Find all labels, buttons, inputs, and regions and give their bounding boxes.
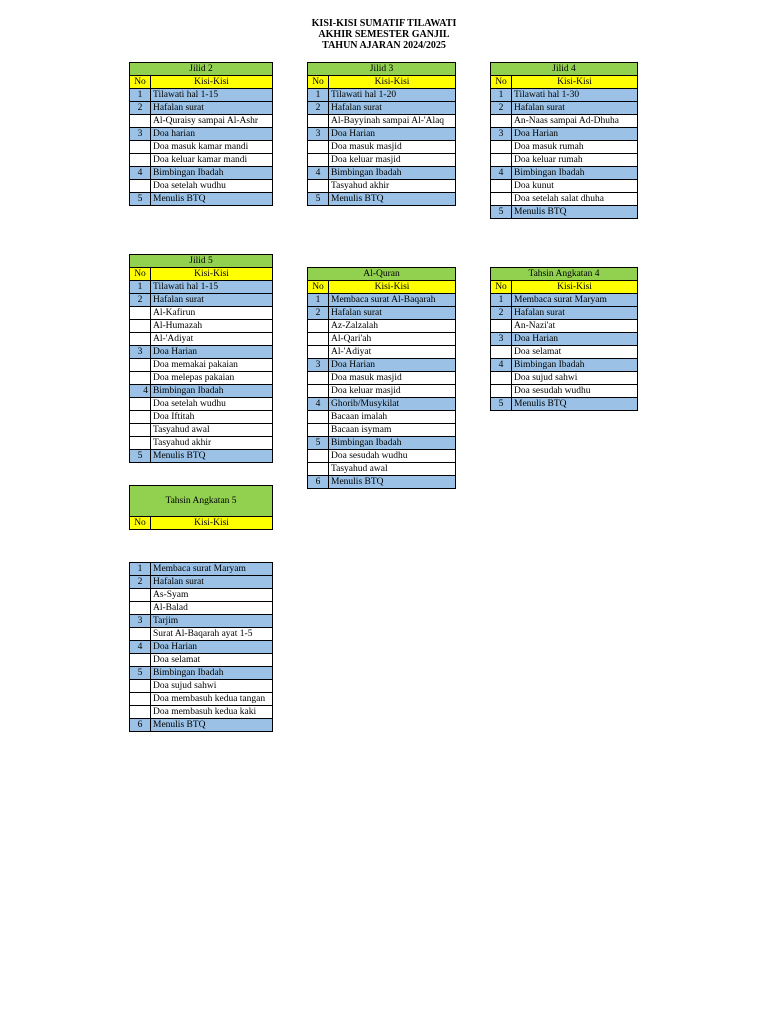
row-number: 5 [491,398,512,411]
title-line-2: AKHIR SEMESTER GANJIL [318,29,450,40]
row-text: Membaca surat Al-Baqarah [329,294,456,307]
row-text: Menulis BTQ [151,193,273,206]
item-row [130,320,273,333]
row-number: 6 [130,719,151,732]
row-number [491,115,512,128]
row-text: Tasyahud akhir [329,180,456,193]
row-text: Doa selamat [512,346,638,359]
row-text: Doa masuk kamar mandi [151,141,273,154]
row-text: Doa sujud sahwi [512,372,638,385]
row-number: 3 [491,333,512,346]
item-row [308,411,456,424]
item-row [491,115,638,128]
row-text: Doa setelah wudhu [151,180,273,193]
category-row [308,167,456,180]
row-text: Doa memakai pakaian [151,359,273,372]
item-row [491,320,638,333]
row-number: 4 [130,641,151,654]
row-number [308,411,329,424]
row-text: Ghorib/Musykilat [329,398,456,411]
row-text: Hafalan surat [512,307,638,320]
header-no: No [308,76,329,89]
item-row [130,359,273,372]
category-row [130,563,273,576]
row-text: Doa masuk rumah [512,141,638,154]
title-line-1: KISI-KISI SUMATIF TILAWATI [311,18,457,29]
table-title: Al-Quran [308,268,456,281]
row-text: Hafalan surat [151,294,273,307]
row-text: Hafalan surat [329,307,456,320]
row-text: Al-Humazah [151,320,273,333]
row-number [130,154,151,167]
table-title: Tahsin Angkatan 5 [130,486,273,517]
row-number [130,437,151,450]
row-text: Doa membasuh kedua kaki [151,706,273,719]
category-row [130,719,273,732]
row-text: Doa keluar masjid [329,154,456,167]
item-row [130,628,273,641]
row-text: Tilawati hal 1-20 [329,89,456,102]
row-number [308,346,329,359]
item-row [130,411,273,424]
row-text: Doa setelah salat dhuha [512,193,638,206]
row-number: 5 [130,667,151,680]
row-number: 1 [130,89,151,102]
row-text: An-Nazi'at [512,320,638,333]
row-text: Bimbingan Ibadah [512,167,638,180]
row-text: Doa sujud sahwi [151,680,273,693]
category-row [491,294,638,307]
row-text: Tilawati hal 1-15 [151,89,273,102]
row-number: 1 [491,89,512,102]
table-title: Jilid 3 [308,63,456,76]
item-row [130,680,273,693]
header-kisi: Kisi-Kisi [512,281,638,294]
category-row [130,281,273,294]
row-text: Doa melepas pakaian [151,372,273,385]
row-number [130,141,151,154]
row-text: Bacaan isymam [329,424,456,437]
row-number: 3 [308,359,329,372]
item-row [491,385,638,398]
header-no: No [130,517,151,530]
category-row [491,307,638,320]
row-number [130,411,151,424]
category-row [130,102,273,115]
table-jilid5 [129,254,273,463]
row-number: 4 [491,359,512,372]
row-number: 4 [308,398,329,411]
row-text: Doa selamat [151,654,273,667]
row-number: 3 [130,346,151,359]
row-number: 4 [491,167,512,180]
row-number: 1 [130,563,151,576]
item-row [491,180,638,193]
row-text: Menulis BTQ [512,398,638,411]
row-text: Bimbingan Ibadah [151,385,273,398]
item-row [491,141,638,154]
row-text: As-Syam [151,589,273,602]
row-number [308,385,329,398]
header-no: No [130,268,151,281]
row-text: Az-Zalzalah [329,320,456,333]
row-number: 2 [130,576,151,589]
row-number: 4 [130,385,151,398]
category-row [308,398,456,411]
category-row [130,615,273,628]
row-text: Tasyahud awal [329,463,456,476]
category-row [491,206,638,219]
row-text: Surat Al-Baqarah ayat 1-5 [151,628,273,641]
item-row [308,141,456,154]
category-row [130,576,273,589]
row-text: Doa sesudah wudhu [329,450,456,463]
category-row [308,89,456,102]
item-row [130,693,273,706]
item-row [308,180,456,193]
header-kisi: Kisi-Kisi [329,281,456,294]
header-kisi: Kisi-Kisi [151,517,273,530]
row-number [491,346,512,359]
category-row [308,128,456,141]
row-number [491,372,512,385]
category-row [491,102,638,115]
row-text: Menulis BTQ [329,476,456,489]
row-number: 2 [491,307,512,320]
row-text: Doa Harian [329,128,456,141]
row-number: 1 [491,294,512,307]
category-row [130,667,273,680]
row-number: 2 [491,102,512,115]
row-number: 1 [308,89,329,102]
row-number: 3 [130,615,151,628]
category-row [308,359,456,372]
row-number: 1 [308,294,329,307]
item-row [130,654,273,667]
row-number [130,320,151,333]
row-text: Hafalan surat [512,102,638,115]
header-no: No [491,281,512,294]
row-text: Doa Harian [512,128,638,141]
table-title: Jilid 5 [130,255,273,268]
row-number [130,115,151,128]
row-number [308,115,329,128]
row-number [130,654,151,667]
row-text: Hafalan surat [329,102,456,115]
table-alquran [307,267,456,489]
item-row [130,372,273,385]
row-text: Doa Harian [512,333,638,346]
header-kisi: Kisi-Kisi [329,76,456,89]
row-number: 3 [491,128,512,141]
item-row [130,706,273,719]
item-row [308,385,456,398]
item-row [491,193,638,206]
row-number [308,141,329,154]
row-number: 2 [130,294,151,307]
row-text: Membaca surat Maryam [151,563,273,576]
row-number [130,680,151,693]
row-text: Doa Iftitah [151,411,273,424]
category-row [130,193,273,206]
row-number [130,180,151,193]
row-text: Bimbingan Ibadah [512,359,638,372]
row-text: Doa keluar masjid [329,385,456,398]
item-row [130,180,273,193]
item-row [491,372,638,385]
header-kisi: Kisi-Kisi [151,268,273,281]
item-row [308,320,456,333]
row-text: Tasyahud awal [151,424,273,437]
row-text: Tasyahud akhir [151,437,273,450]
row-text: Menulis BTQ [151,719,273,732]
row-number [130,372,151,385]
row-text: Bimbingan Ibadah [329,167,456,180]
row-text: Doa setelah wudhu [151,398,273,411]
row-number [130,602,151,615]
category-row [491,398,638,411]
category-row [491,359,638,372]
row-text: Bacaan imalah [329,411,456,424]
row-number: 4 [130,167,151,180]
table-tahsin4 [490,267,638,411]
row-number [130,706,151,719]
item-row [130,424,273,437]
row-number: 5 [130,450,151,463]
row-number [308,450,329,463]
row-text: Doa Harian [329,359,456,372]
row-text: An-Naas sampai Ad-Dhuha [512,115,638,128]
row-text: Al-Bayyinah sampai Al-'Alaq [329,115,456,128]
category-row [130,128,273,141]
row-text: Bimbingan Ibadah [329,437,456,450]
row-number [130,424,151,437]
row-number [308,154,329,167]
table-jilid2 [129,62,273,206]
row-text: Bimbingan Ibadah [151,167,273,180]
table-jilid4 [490,62,638,219]
row-number [130,693,151,706]
row-text: Menulis BTQ [151,450,273,463]
row-text: Membaca surat Maryam [512,294,638,307]
row-text: Al-Quraisy sampai Al-Ashr [151,115,273,128]
row-text: Doa masuk masjid [329,141,456,154]
row-text: Doa Harian [151,641,273,654]
item-row [130,398,273,411]
row-text: Doa sesudah wudhu [512,385,638,398]
category-row [130,294,273,307]
row-text: Doa membasuh kedua tangan [151,693,273,706]
row-number [308,463,329,476]
row-text: Al-'Adiyat [329,346,456,359]
item-row [130,307,273,320]
row-number [491,180,512,193]
row-text: Doa Harian [151,346,273,359]
row-number: 4 [308,167,329,180]
item-row [308,450,456,463]
item-row [308,463,456,476]
category-row [130,385,273,398]
category-row [491,128,638,141]
category-row [308,307,456,320]
row-text: Menulis BTQ [329,193,456,206]
row-number: 5 [491,206,512,219]
row-text: Al-Balad [151,602,273,615]
row-number [130,307,151,320]
row-number [130,333,151,346]
table-title: Jilid 4 [491,63,638,76]
row-number [130,398,151,411]
item-row [308,372,456,385]
item-row [491,346,638,359]
item-row [308,115,456,128]
row-number: 3 [130,128,151,141]
row-number [308,424,329,437]
category-row [308,294,456,307]
category-row [491,89,638,102]
header-kisi: Kisi-Kisi [512,76,638,89]
row-text: Al-Qari'ah [329,333,456,346]
category-row [130,450,273,463]
item-row [308,424,456,437]
row-text: Menulis BTQ [512,206,638,219]
row-number: 2 [308,102,329,115]
table-tahsin5-body [129,562,273,732]
table-tahsin5-header [129,485,273,530]
row-number: 1 [130,281,151,294]
row-text: Al-'Adiyat [151,333,273,346]
item-row [130,602,273,615]
row-text: Tilawati hal 1-15 [151,281,273,294]
row-number: 5 [308,193,329,206]
row-number: 2 [308,307,329,320]
item-row [308,346,456,359]
header-no: No [130,76,151,89]
item-row [491,154,638,167]
table-title: Jilid 2 [130,63,273,76]
row-number [491,385,512,398]
item-row [308,333,456,346]
row-text: Hafalan surat [151,102,273,115]
category-row [308,476,456,489]
category-row [130,167,273,180]
row-number [491,154,512,167]
row-text: Tilawati hal 1-30 [512,89,638,102]
row-number: 2 [130,102,151,115]
row-number: 5 [130,193,151,206]
row-number: 6 [308,476,329,489]
row-text: Doa keluar kamar mandi [151,154,273,167]
row-number [130,589,151,602]
row-text: Hafalan surat [151,576,273,589]
category-row [308,437,456,450]
category-row [491,167,638,180]
row-text: Doa masuk masjid [329,372,456,385]
row-text: Doa harian [151,128,273,141]
category-row [130,89,273,102]
category-row [308,102,456,115]
row-number [491,141,512,154]
row-number [130,359,151,372]
item-row [130,154,273,167]
row-number [308,372,329,385]
item-row [308,154,456,167]
item-row [130,437,273,450]
header-kisi: Kisi-Kisi [151,76,273,89]
document-title [0,18,768,51]
row-number: 3 [308,128,329,141]
item-row [130,333,273,346]
row-number [491,320,512,333]
table-jilid3 [307,62,456,206]
row-text: Al-Kafirun [151,307,273,320]
category-row [491,333,638,346]
row-number [491,193,512,206]
row-number [130,628,151,641]
category-row [130,346,273,359]
category-row [308,193,456,206]
row-number [308,333,329,346]
row-number [308,180,329,193]
row-text: Bimbingan Ibadah [151,667,273,680]
row-text: Tarjim [151,615,273,628]
row-text: Doa keluar rumah [512,154,638,167]
item-row [130,589,273,602]
header-no: No [491,76,512,89]
category-row [130,641,273,654]
row-text: Doa kunut [512,180,638,193]
row-number: 5 [308,437,329,450]
table-title: Tahsin Angkatan 4 [491,268,638,281]
header-no: No [308,281,329,294]
item-row [130,141,273,154]
row-number [308,320,329,333]
title-line-3: TAHUN AJARAN 2024/2025 [322,40,446,51]
item-row [130,115,273,128]
